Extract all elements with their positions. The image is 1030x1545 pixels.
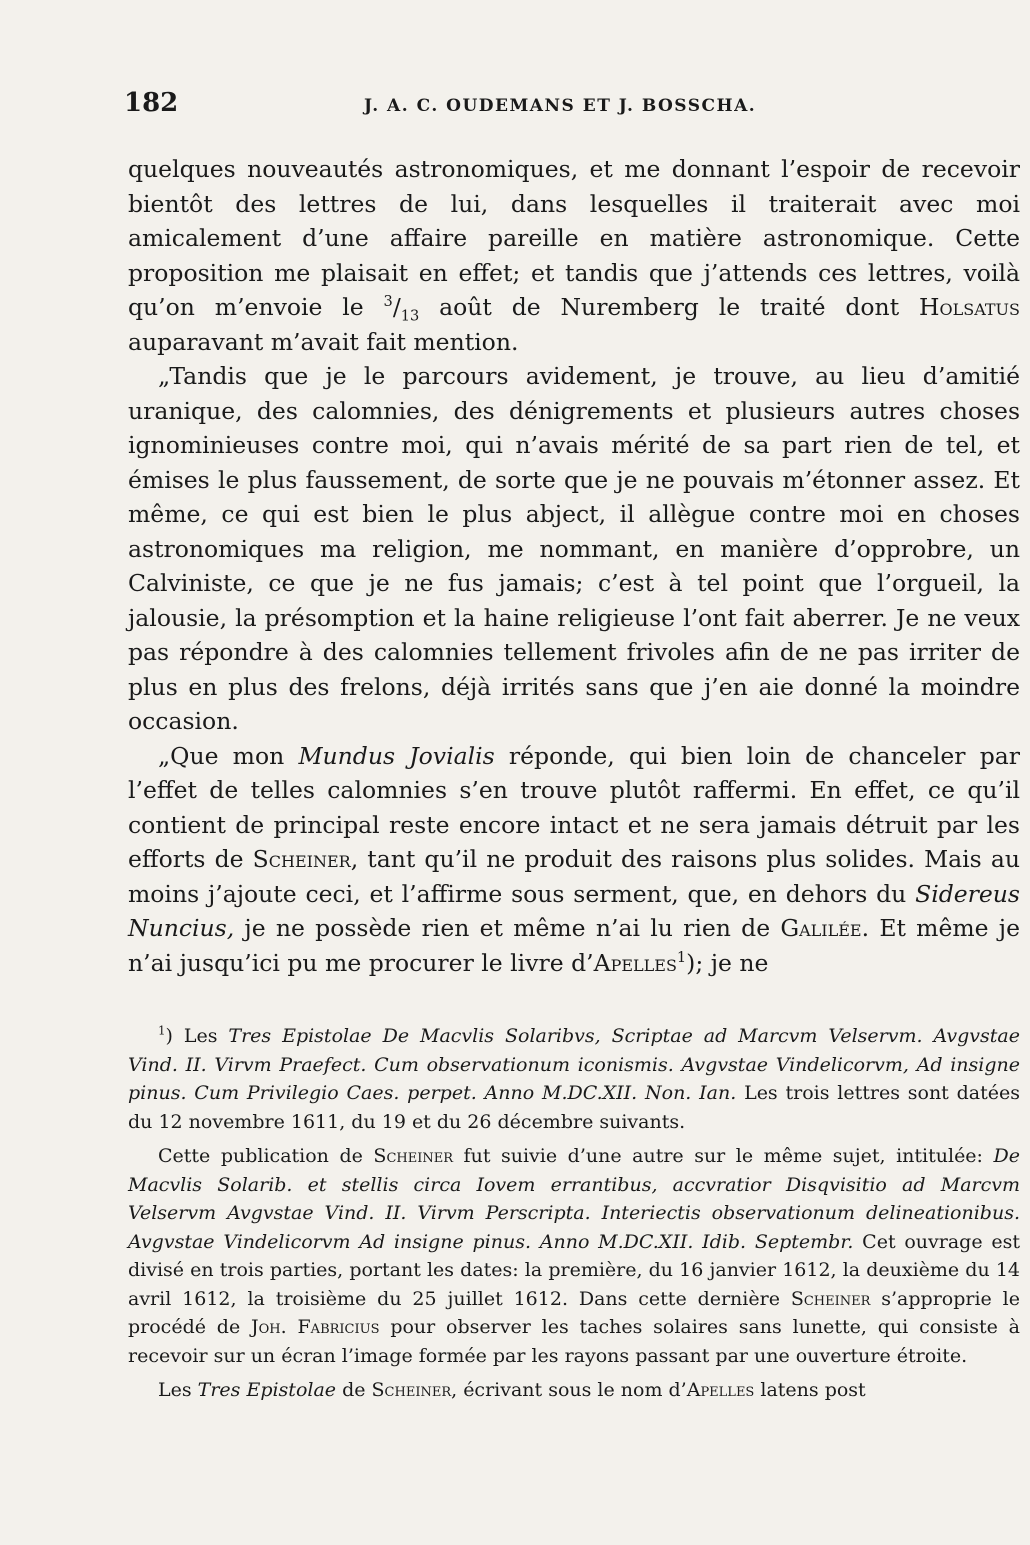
name-joh-fabricius: Joh. Fabricius <box>251 1316 380 1338</box>
name-scheiner: Scheiner <box>252 845 351 873</box>
text-run: réponde, qui bien loin de chanceler par l’effet de telles calomnies s’en trouve plutôt raffermi. En effet, ce qu’il contient de principal reste encore intact et ne sera jamais détruit par les efforts de <box>128 741 1020 873</box>
name-apelles: Apelles <box>593 948 677 977</box>
text-run: Cette publication de <box>158 1145 374 1167</box>
name-holsatus: Holsatus <box>919 293 1020 321</box>
title-de-macvlis: De Macvlis Solarib. et stellis circa Iovem errantibus, accvratior Disqvisitio ad Marcvm Velservm Avgvstae Vind. II. Virvm Perscripta. Interiectis observationum delineationibus. Avgvstae Vindelicorvm Ad insigne pinus. Anno M.DC.XII. Idib. Septembr. <box>128 1145 1020 1253</box>
text-run: s’approprie le procédé de <box>128 1287 1020 1338</box>
main-text <box>128 152 1020 980</box>
paragraph-1 <box>128 152 1020 359</box>
footnotes <box>128 1022 1020 1411</box>
title-sidereus-nuncius: Sidereus Nuncius, <box>128 879 1020 942</box>
text-run: „Que mon <box>158 741 299 770</box>
text-run: Les trois lettres sont datées du 12 novembre 1611, du 19 et du 26 décembre suivants. <box>128 1082 1020 1133</box>
name-apelles: Apelles <box>686 1379 755 1401</box>
running-head: J. A. C. OUDEMANS ET J. BOSSCHA. <box>364 96 757 116</box>
text-run: de <box>336 1379 372 1401</box>
text-run: , écrivant sous le nom d’ <box>451 1379 687 1401</box>
name-scheiner: Scheiner <box>371 1379 452 1401</box>
text-run: auparavant m’avait fait mention. <box>128 327 519 356</box>
text-run: latens post <box>754 1379 866 1401</box>
text-run: quelques nouveautés astronomiques, et me donnant l’espoir de recevoir bientôt des lettres de lui, dans lesquelles il traiterait avec moi amicalement d’une affaire pareille en matière astronomique. Cette proposition me plaisait en effet; et tandis que j’attends ces lettres, voilà qu’on m’envoie le <box>128 155 1020 321</box>
text-run: je ne possède rien et même n’ai lu rien de <box>234 914 781 942</box>
text-run: août de Nuremberg le traité dont <box>419 293 919 321</box>
name-scheiner: Scheiner <box>790 1287 871 1310</box>
text-run: , tant qu’il ne produit des raisons plus solides. Mais au moins j’ajoute ceci, et l’affirme sous serment, que, en dehors du <box>128 845 1020 908</box>
text-run: pour observer les taches solaires sans lunette, qui consiste à recevoir sur un écran l’image formée par les rayons passant par une ouverture étroite. <box>128 1316 1021 1367</box>
footnote-paragraph-2 <box>128 1142 1020 1370</box>
page-header <box>124 88 1024 128</box>
footnote-marker: 1 <box>158 1023 166 1038</box>
text-run: ) Les <box>165 1025 229 1047</box>
fraction-separator: / <box>392 293 401 321</box>
paragraph-2: „Tandis que je le parcours avidement, je trouve, au lieu d’amitié uranique, des calomnies, des dénigrements et plusieurs autres choses ignominieuses contre moi, qui n’avais mérité de sa part rien de tel, et émises le plus faussement, de sorte que je ne pouvais m’étonner assez. Et même, ce qui est bien le plus abject, il allègue contre moi en choses astronomiques ma religion, me nommant, en manière d’opprobre, un Calviniste, ce que je ne fus jamais; c’est à tel point que l’orgueil, la jalousie, la présomption et la haine religieuse l’ont fait aberrer. Je ne veux pas répondre à des calomnies tellement frivoles afin de ne pas irriter de plus en plus des frelons, déjà irrités sans que j’en aie donné la moindre occasion. <box>128 362 1020 735</box>
name-scheiner: Scheiner <box>373 1145 453 1167</box>
fraction-denominator: 13 <box>400 307 420 325</box>
footnote-reference[interactable]: 1 <box>676 948 687 966</box>
text-run: ); je ne <box>686 948 769 977</box>
text-run: fut suivie d’une autre sur le même sujet, intitulée: <box>453 1145 994 1167</box>
title-mundus-jovialis: Mundus Jovialis <box>298 741 495 770</box>
paragraph-3 <box>128 739 1020 981</box>
title-tres-epistolae: Tres Epistolae <box>197 1379 337 1401</box>
name-galilee: Galilée <box>780 914 862 942</box>
title-tres-epistolae-full: Tres Epistolae De Macvlis Solaribvs, Scriptae ad Marcvm Velservm. Avgvstae Vind. II. Virvm Praefect. Cum observationum iconismis. Avgvstae Vindelicorvm, Ad insigne pinus. Cum Privilegio Caes. perpet. Anno M.DC.XII. Non. Ian. <box>128 1025 1020 1104</box>
page-number: 182 <box>124 88 179 118</box>
text-run: Les <box>158 1379 198 1401</box>
footnote-1 <box>128 1022 1020 1136</box>
footnote-paragraph-3 <box>128 1376 1020 1405</box>
text-run: . Et même je n’ai jusqu’ici pu me procurer le livre d’ <box>128 914 1020 977</box>
fraction-numerator: 3 <box>383 293 393 311</box>
text-run: Cet ouvrage est divisé en trois parties, portant les dates: la première, du 16 janvier 1612, la deuxième du 14 avril 1612, la troisième du 25 juillet 1612. Dans cette dernière <box>128 1230 1020 1310</box>
